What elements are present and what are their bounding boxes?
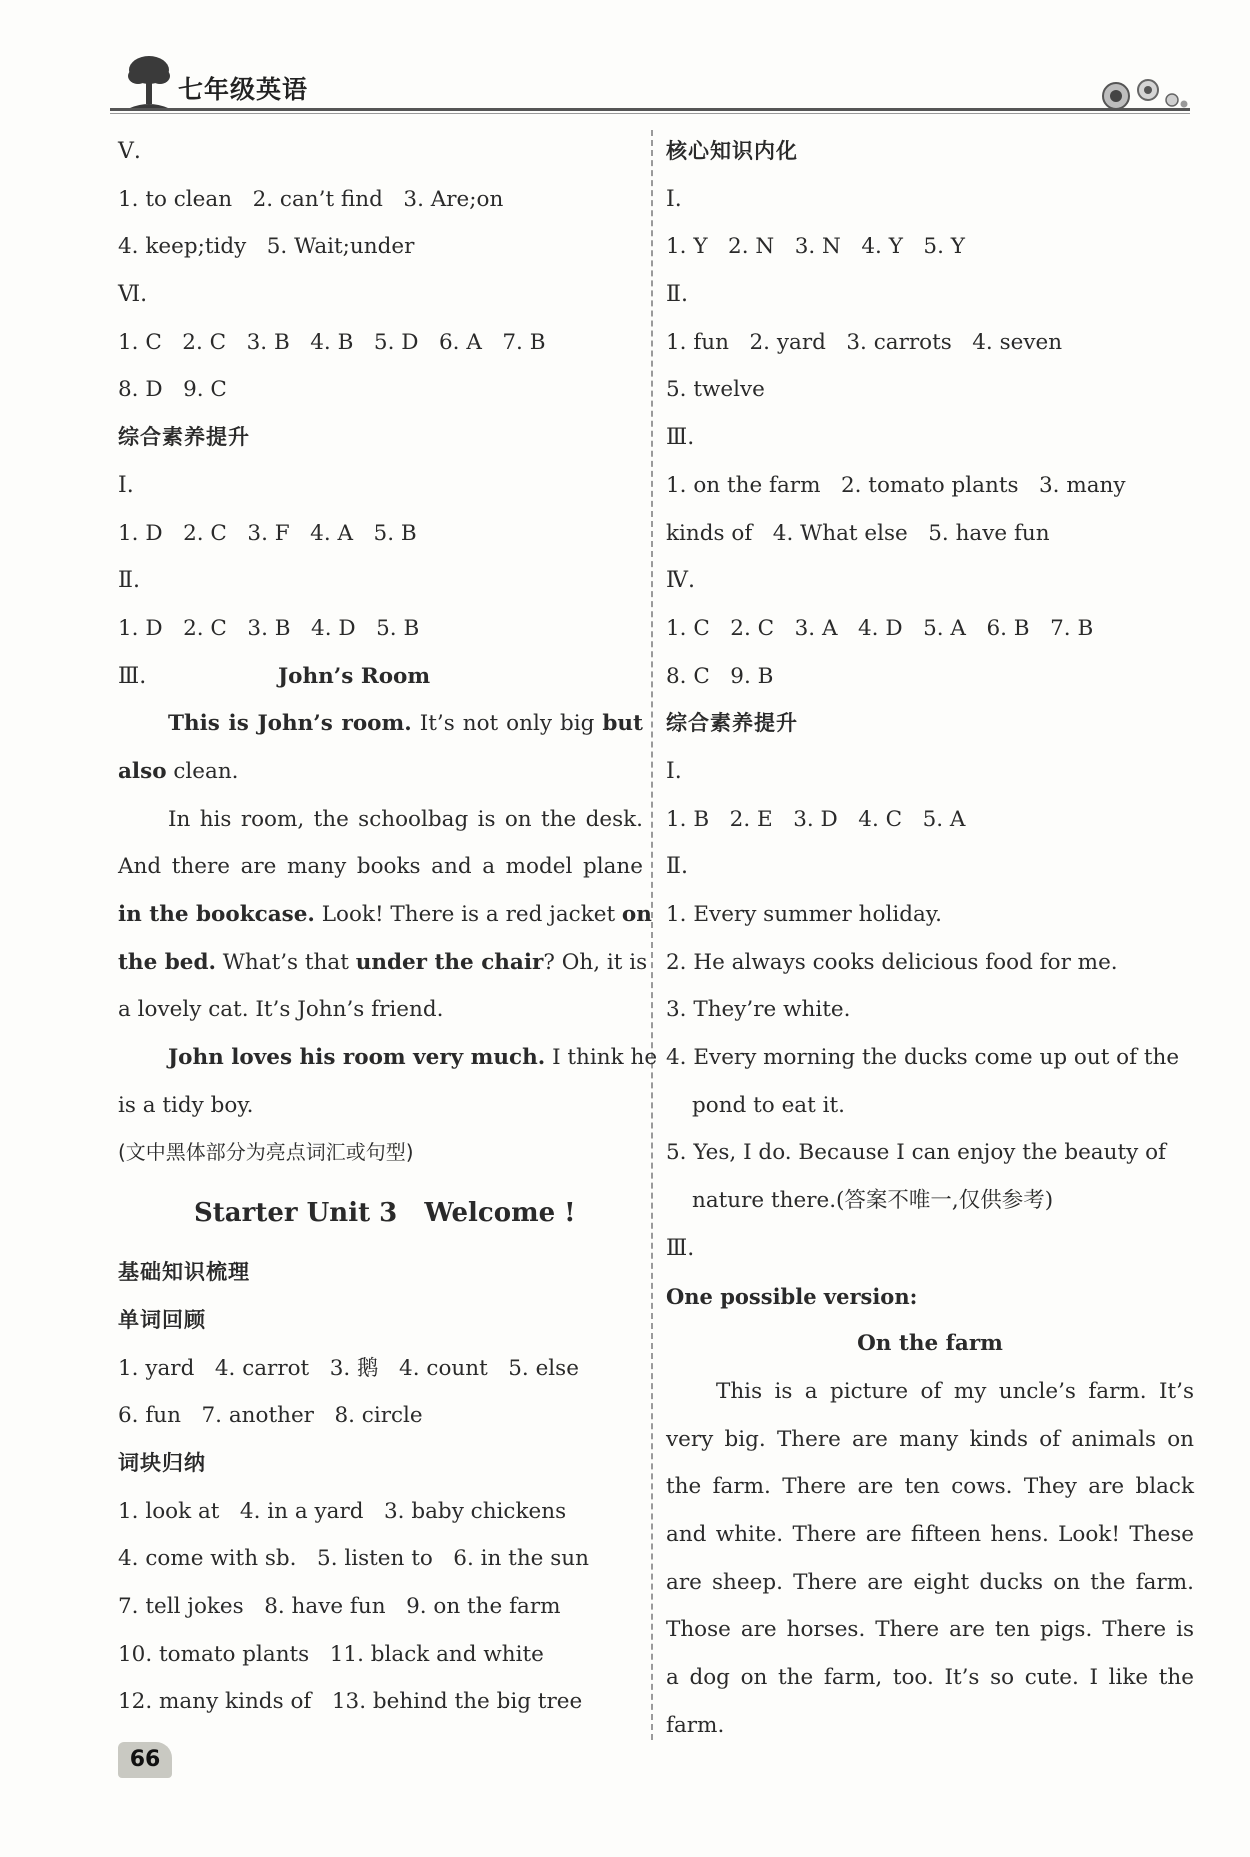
essay-line: a lovely cat. It’s John’s friend. — [118, 997, 444, 1023]
essay-line: very big. There are many kinds of animals on — [666, 1426, 1194, 1452]
section-label: Ⅱ. — [666, 282, 688, 308]
answer-line: 2. He always cooks delicious food for me. — [666, 949, 1118, 975]
note: (文中黑体部分为亮点词汇或句型) — [118, 1140, 414, 1165]
section-label: Ⅰ. — [118, 472, 134, 498]
header-rule — [110, 108, 1190, 114]
section-label: Ⅰ. — [666, 186, 682, 212]
answer-line: 1. B 2. E 3. D 4. C 5. A — [666, 806, 966, 832]
essay-line: And there are many books and a model plane — [118, 854, 643, 880]
highlight: but — [602, 711, 643, 737]
answer-line: nature there.(答案不唯一,仅供参考) — [692, 1188, 1054, 1214]
highlight: under the chair — [355, 949, 544, 975]
essay-text: ? Oh, it is — [543, 949, 648, 975]
answer-line: 5. twelve — [666, 377, 765, 403]
answer-line: 10. tomato plants 11. black and white — [118, 1641, 544, 1667]
section-label: Ⅲ. — [666, 1235, 695, 1261]
essay-line — [118, 748, 643, 796]
section-heading: 单词回顾 — [118, 1307, 206, 1332]
answer-line: 4. keep;tidy 5. Wait;under — [118, 234, 415, 260]
answer-line: pond to eat it. — [692, 1092, 845, 1118]
right-column — [666, 128, 1194, 1749]
essay-line — [118, 939, 648, 987]
answer-line: 1. fun 2. yard 3. carrots 4. seven — [666, 329, 1063, 355]
essay-line: are sheep. There are eight ducks on the farm. — [666, 1569, 1194, 1595]
answer-line: 1. D 2. C 3. B 4. D 5. B — [118, 615, 420, 641]
highlight: in the bookcase. — [118, 902, 315, 927]
essay-title: John’s Room — [278, 663, 431, 689]
page-number: 66 — [129, 1747, 161, 1772]
answer-line: 5. Yes, I do. Because I can enjoy the beauty of — [666, 1140, 1166, 1166]
answer-line: 1. yard 4. carrot 3. 鹅 4. count 5. else — [118, 1355, 579, 1381]
highlight: on — [621, 902, 652, 927]
highlight: the bed. — [118, 949, 216, 975]
answer-line: 3. They’re white. — [666, 997, 851, 1023]
essay-text: It’s not only big — [411, 711, 603, 737]
section-heading: 核心知识内化 — [666, 139, 798, 163]
highlight: This is John’s room. — [168, 711, 412, 737]
essay-line: the farm. There are ten cows. They are black — [666, 1474, 1194, 1500]
answer-line: 1. to clean 2. can’t find 3. Are;on — [118, 186, 504, 212]
book-title: 七年级英语 — [178, 75, 309, 104]
answer-line: 1. on the farm 2. tomato plants 3. many — [666, 472, 1126, 498]
section-label: Ⅱ. — [666, 854, 688, 880]
unit-title: Starter Unit 3 Welcome ! — [194, 1198, 576, 1229]
page-number-tab — [118, 1742, 172, 1778]
highlight: John loves his room very much. — [168, 1045, 546, 1071]
section-label: Ⅰ. — [666, 758, 682, 784]
version-label: One possible version: — [666, 1283, 918, 1309]
left-column — [118, 128, 658, 1726]
essay-text: clean. — [166, 758, 239, 784]
highlight: also — [118, 758, 167, 784]
essay-text: Look! There is a red jacket — [314, 902, 622, 927]
section-heading: 基础知识梳理 — [118, 1260, 250, 1285]
section-label: Ⅴ. — [118, 139, 141, 164]
decorative-dots-icon — [1098, 76, 1190, 112]
section-label: Ⅵ. — [118, 282, 148, 308]
essay-title-row — [118, 653, 643, 701]
section-heading: 综合素养提升 — [666, 711, 798, 736]
column-divider — [651, 130, 653, 1740]
answer-line: 7. tell jokes 8. have fun 9. on the farm — [118, 1593, 561, 1619]
essay-line: In his room, the schoolbag is on the desk. — [168, 806, 643, 832]
answer-line: 8. D 9. C — [118, 377, 227, 403]
essay-text: What’s that — [215, 949, 356, 975]
answer-line: 1. D 2. C 3. F 4. A 5. B — [118, 520, 417, 546]
answer-line: 8. C 9. B — [666, 663, 774, 689]
essay-line: and white. There are fifteen hens. Look! These — [666, 1521, 1194, 1547]
essay-title: On the farm — [857, 1331, 1003, 1357]
essay-line: is a tidy boy. — [118, 1092, 254, 1118]
essay-line: a dog on the farm, too. It’s so cute. I like the — [666, 1665, 1194, 1690]
answer-line: 4. Every morning the ducks come up out of the — [666, 1045, 1180, 1071]
essay-line — [118, 1034, 658, 1082]
section-heading: 综合素养提升 — [118, 425, 250, 450]
essay-line: farm. — [666, 1712, 725, 1738]
answer-line: 6. fun 7. another 8. circle — [118, 1403, 423, 1429]
answer-line: 1. look at 4. in a yard 3. baby chickens — [118, 1498, 567, 1524]
answer-line: 1. Every summer holiday. — [666, 902, 942, 927]
answer-line: 1. C 2. C 3. B 4. B 5. D 6. A 7. B — [118, 329, 546, 355]
section-label: Ⅲ. — [118, 663, 147, 689]
answer-line: 4. come with sb. 5. listen to 6. in the sun — [118, 1546, 589, 1572]
page-header — [110, 52, 1190, 114]
tree-icon — [124, 52, 174, 110]
section-label: Ⅱ. — [118, 568, 140, 594]
section-label: Ⅳ. — [666, 568, 695, 594]
essay-line — [118, 891, 652, 939]
essay-line — [118, 700, 643, 748]
essay-text: I think he — [545, 1045, 658, 1071]
answer-line: 12. many kinds of 13. behind the big tree — [118, 1689, 583, 1715]
section-heading: 词块归纳 — [118, 1450, 206, 1475]
essay-line: This is a picture of my uncle’s farm. It’s — [716, 1378, 1194, 1404]
essay-line: Those are horses. There are ten pigs. There is — [666, 1617, 1194, 1643]
answer-line: kinds of 4. What else 5. have fun — [666, 520, 1050, 546]
answer-line: 1. C 2. C 3. A 4. D 5. A 6. B 7. B — [666, 615, 1094, 641]
answer-line: 1. Y 2. N 3. N 4. Y 5. Y — [666, 234, 965, 260]
section-label: Ⅲ. — [666, 425, 695, 451]
